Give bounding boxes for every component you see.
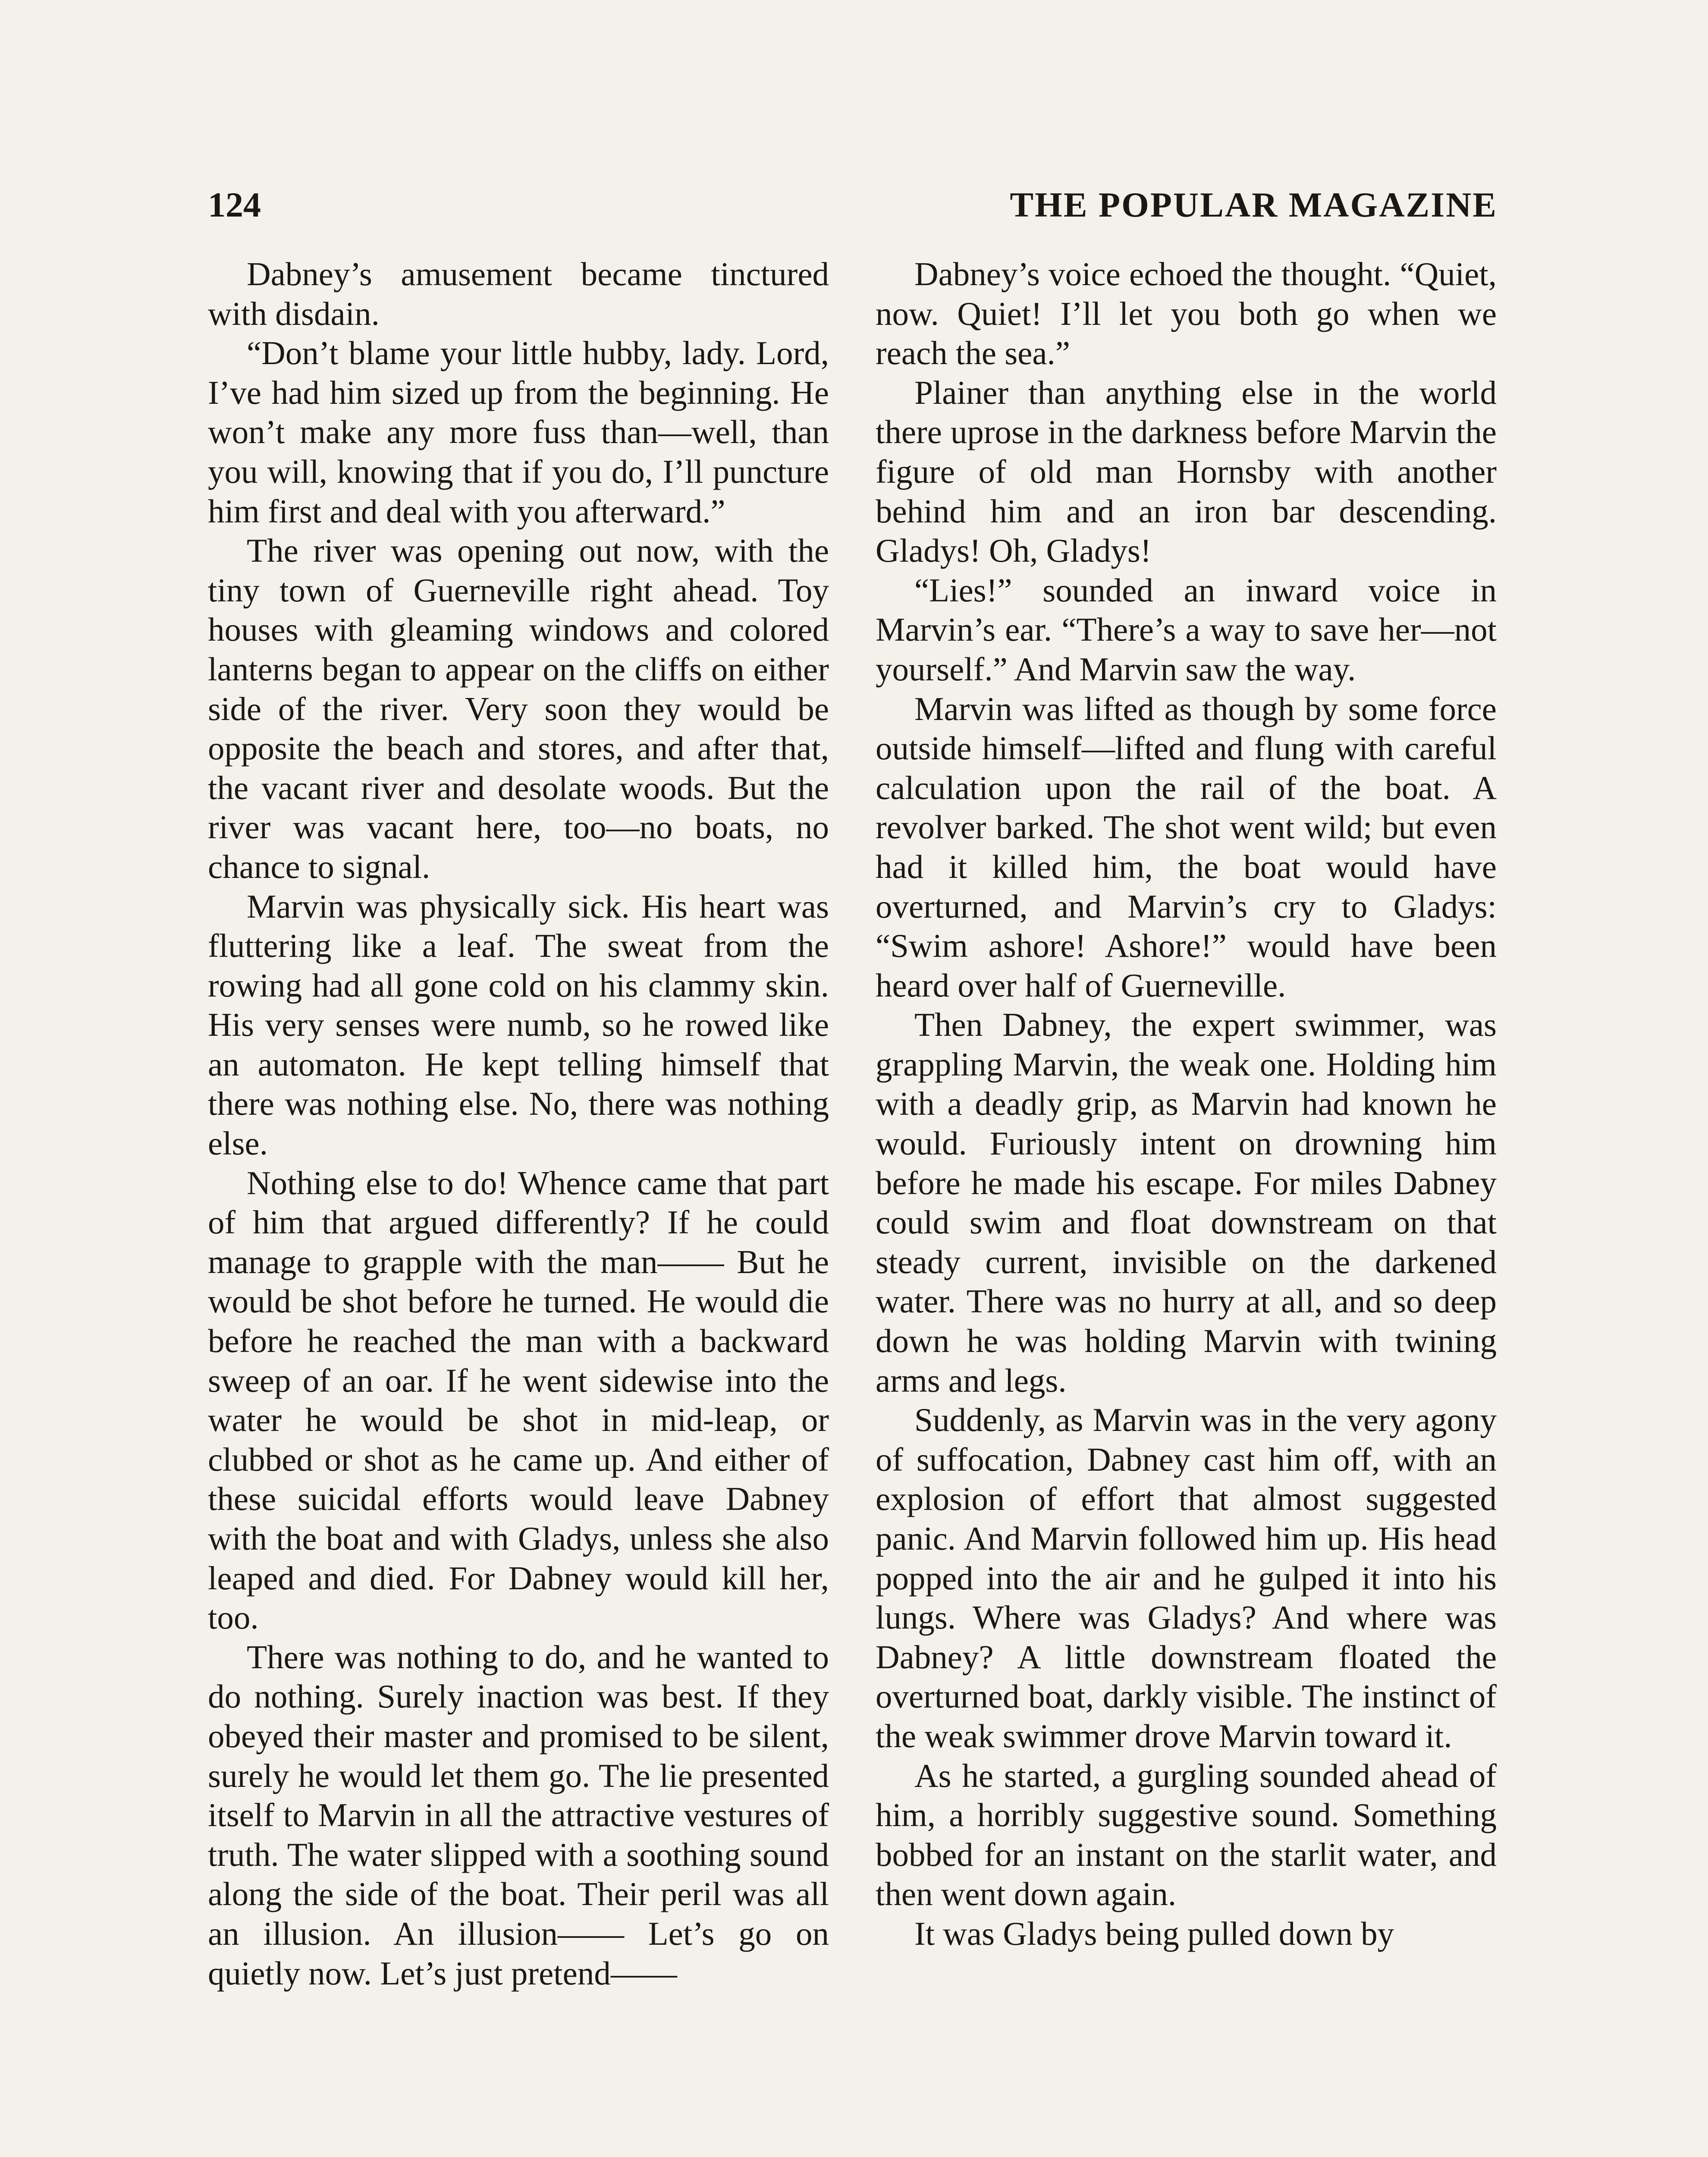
paragraph: Dabney’s voice echoed the thought. “Quiet, now. Quiet! I’ll let you both go when we reach the sea.” bbox=[876, 255, 1497, 372]
paragraph: “Lies!” sounded an inward voice in Marvin’s ear. “There’s a way to save her—not yourself.” And Marvin saw the way. bbox=[876, 571, 1497, 688]
paragraph: Marvin was physically sick. His heart was fluttering like a leaf. The sweat from the rowing had all gone cold on his clammy skin. His very senses were numb, so he rowed like an automaton. He kept telling himself that there was nothing else. No, there was nothing else. bbox=[208, 887, 829, 1162]
paragraph: Marvin was lifted as though by some force outside himself—lifted and flung with careful calculation upon the rail of the boat. A revolver barked. The shot went wild; but even had it killed him, the boat would have overturned, and Marvin’s cry to Gladys: “Swim ashore! Ashore!” would have been heard over half of Guerneville. bbox=[876, 690, 1497, 1004]
paragraph: There was nothing to do, and he wanted to do nothing. Surely inaction was best. If they obeyed their master and promised to be silent, surely he would let them go. The lie presented itself to Marvin in all the attractive vestures of truth. The water slipped with a soothing sound along the side of the boat. Their peril was all an illusion. An illusion—— Let’s go on quietly now. Let’s just pretend—— bbox=[208, 1638, 829, 1992]
paragraph: Plainer than anything else in the world there uprose in the darkness before Marvin the figure of old man Hornsby with another behind him and an iron bar descending. Gladys! Oh, Gladys! bbox=[876, 374, 1497, 569]
paragraph: Nothing else to do! Whence came that part of him that argued differently? If he could manage to grapple with the man—— But he would be shot before he turned. He would die before he reached the man with a backward sweep of an oar. If he went sidewise into the water he would be shot in mid-leap, or clubbed or shot as he came up. And either of these suicidal efforts would leave Dabney with the boat and with Gladys, unless she also leaped and died. For Dabney would kill her, too. bbox=[208, 1164, 829, 1636]
right-column bbox=[876, 255, 1497, 1954]
running-header bbox=[208, 179, 1498, 231]
left-column bbox=[208, 255, 829, 1993]
paragraph: “Don’t blame your little hubby, lady. Lord, I’ve had him sized up from the beginning. He won’t make any more fuss than—well, than you will, knowing that if you do, I’ll puncture him first and deal with you afterward.” bbox=[208, 334, 829, 530]
paragraph: Dabney’s amusement became tinctured with disdain. bbox=[208, 255, 829, 332]
running-title: THE POPULAR MAGAZINE bbox=[1010, 185, 1498, 224]
page-number: 124 bbox=[208, 185, 261, 224]
paragraph: Then Dabney, the expert swimmer, was grappling Marvin, the weak one. Holding him with a deadly grip, as Marvin had known he would. Furiously intent on drowning him before he made his escape. For miles Dabney could swim and float downstream on that steady current, invisible on the darkened water. There was no hurry at all, and so deep down he was holding Marvin with twining arms and legs. bbox=[876, 1006, 1497, 1399]
paragraph: The river was opening out now, with the tiny town of Guerneville right ahead. Toy houses with gleaming windows and colored lanterns began to appear on the cliffs on either side of the river. Very soon they would be opposite the beach and stores, and after that, the vacant river and desolate woods. But the river was vacant here, too—no boats, no chance to signal. bbox=[208, 532, 829, 885]
paragraph: As he started, a gurgling sounded ahead of him, a horribly suggestive sound. Something bobbed for an instant on the starlit water, and then went down again. bbox=[876, 1757, 1497, 1913]
paragraph: Suddenly, as Marvin was in the very agony of suffocation, Dabney cast him off, with an explosion of effort that almost suggested panic. And Marvin followed him up. His head popped into the air and he gulped it into his lungs. Where was Gladys? And where was Dabney? A little downstream floated the overturned boat, darkly visible. The instinct of the weak swimmer drove Marvin toward it. bbox=[876, 1401, 1497, 1755]
paragraph: It was Gladys being pulled down by bbox=[914, 1915, 1394, 1952]
